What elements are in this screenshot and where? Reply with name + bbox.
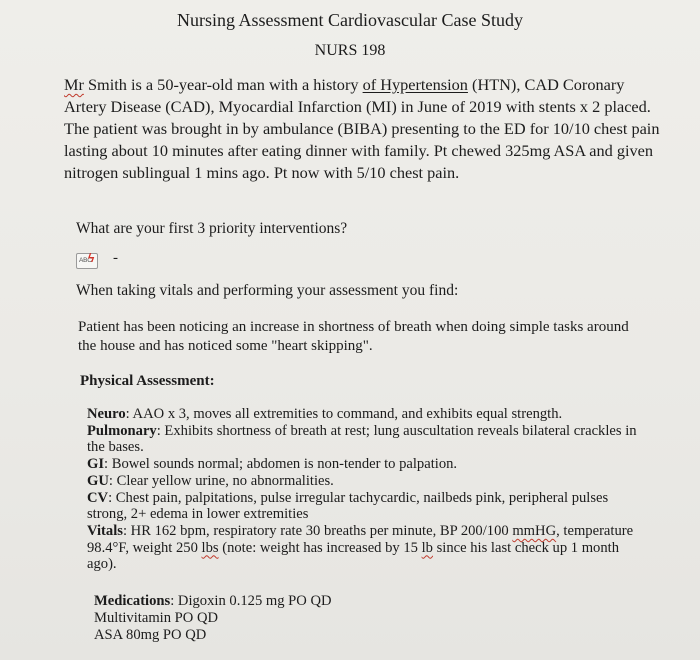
gu-label: GU bbox=[87, 472, 109, 489]
cv-text: : Chest pain, palpitations, pulse irregular tachycardic, nailbeds pink, peripheral pulses strong, 2+ edema in lower extremities bbox=[87, 489, 609, 523]
document-title: Nursing Assessment Cardiovascular Case Study bbox=[177, 10, 523, 30]
course-code: NURS 198 bbox=[314, 42, 386, 59]
pulmonary-finding bbox=[87, 423, 647, 456]
gi-text: : Bowel sounds normal; abdomen is non-tender to palpation. bbox=[104, 456, 458, 473]
priority-question: What are your first 3 priority interventions? bbox=[76, 220, 348, 237]
medication-line bbox=[94, 593, 332, 610]
answer-dash: - bbox=[113, 250, 118, 266]
medication-asa: ASA 80mg PO QD bbox=[94, 627, 207, 643]
medications-label: Medications bbox=[94, 593, 171, 609]
spellcheck-label: ABC bbox=[79, 257, 92, 264]
spellcheck-icon[interactable] bbox=[76, 253, 98, 269]
case-text-1: Smith is a 50-year-old man with a history bbox=[83, 75, 363, 94]
hypertension-link[interactable]: of Hypertension bbox=[362, 75, 468, 94]
vitals-label: Vitals bbox=[87, 522, 123, 539]
pulmonary-text: : Exhibits shortness of breath at rest; lung auscultation reveals bilateral crackles in the bases. bbox=[87, 422, 637, 456]
assessment-findings bbox=[87, 406, 647, 573]
medication-multivitamin: Multivitamin PO QD bbox=[94, 610, 219, 626]
neuro-finding bbox=[87, 406, 647, 423]
case-text-2: (HTN), CAD Coronary Artery Disease (CAD), Myocardial Infarction (MI) in June of 2019 with stents x 2 placed. The patient was brought in by ambulance (BIBA) presenting to the ED for 10/10 chest pain lasting about 10 minutes after eating dinner with family. Pt chewed 325mg ASA and given nitrogen sublingual 1 mins ago. Pt now with 5/10 chest pain. bbox=[64, 75, 660, 182]
assessment-intro: When taking vitals and performing your assessment you find: bbox=[76, 282, 459, 299]
cv-label: CV bbox=[87, 489, 109, 506]
vitals-text-a: : HR 162 bpm, respiratory rate 30 breaths per minute, BP 200/100 bbox=[122, 522, 513, 539]
gu-text: : Clear yellow urine, no abnormalities. bbox=[108, 472, 334, 489]
vitals-text-c: (note: weight has increased by 15 bbox=[218, 539, 422, 556]
vitals-text-b: , temperature 98.4°F, weight 250 bbox=[87, 522, 634, 556]
gi-label: GI bbox=[87, 456, 105, 473]
gi-finding bbox=[87, 456, 647, 473]
patient-history: Patient has been noticing an increase in shortness of breath when doing simple tasks around the house and has noticed some "heart skipping". bbox=[78, 319, 629, 354]
neuro-label: Neuro bbox=[87, 406, 126, 422]
misspelled-mr: Mr bbox=[64, 75, 84, 94]
case-description bbox=[64, 74, 664, 184]
vitals-text-d: since his last check up 1 month ago). bbox=[87, 539, 620, 573]
gu-finding bbox=[87, 473, 647, 490]
vitals-finding bbox=[87, 523, 647, 573]
physical-assessment-heading: Physical Assessment: bbox=[80, 373, 215, 389]
misspelled-lbs: lbs bbox=[201, 539, 219, 556]
cv-finding bbox=[87, 490, 647, 523]
misspelled-mmhg: mmHG bbox=[512, 522, 557, 539]
pulmonary-label: Pulmonary bbox=[87, 422, 157, 439]
neuro-text: : AAO x 3, moves all extremities to command, and exhibits equal strength. bbox=[125, 406, 563, 422]
lightning-icon: ϟ bbox=[88, 251, 95, 265]
medication-digoxin: : Digoxin 0.125 mg PO QD bbox=[170, 593, 332, 609]
misspelled-lb: lb bbox=[421, 539, 433, 556]
medications bbox=[94, 593, 332, 644]
